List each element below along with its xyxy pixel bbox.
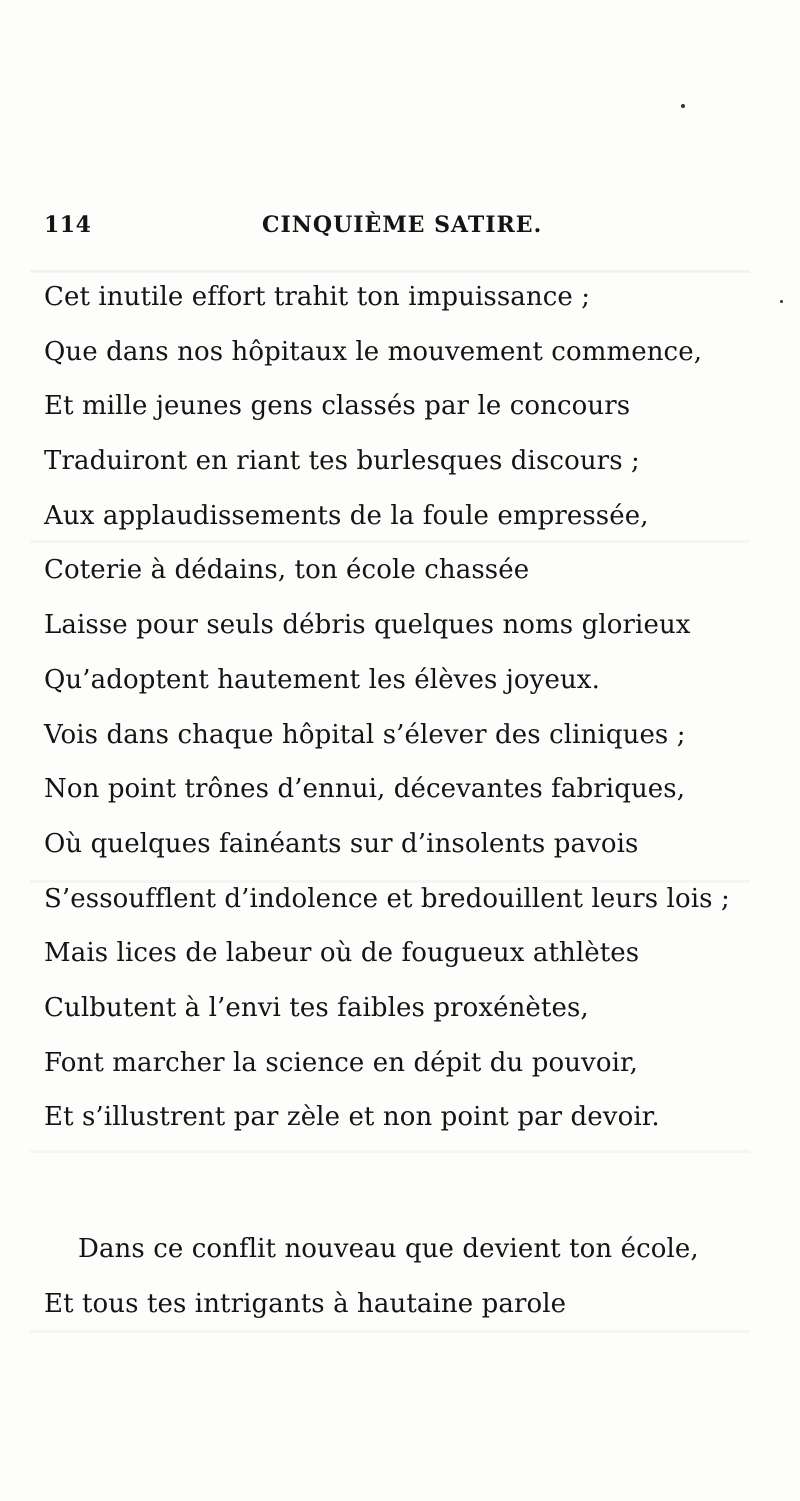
ink-speck <box>681 104 685 108</box>
verse-line: Dans ce conflit nouveau que devient ton école, <box>78 1234 699 1264</box>
verse-line: Et tous tes intrigants à hautaine parole <box>44 1288 567 1319</box>
verse-line: Mais lices de labeur où de fougueux athlètes <box>44 938 640 969</box>
verse-line: Coterie à dédains, ton école chassée <box>44 555 530 586</box>
stanza <box>44 1222 734 1331</box>
verse-line: Où quelques fainéants sur d’insolents pavois <box>44 828 639 859</box>
verse-line: S’essoufflent d’indolence et bredouillent leurs lois ; <box>44 883 730 914</box>
verse-line: Font marcher la science en dépit du pouvoir, <box>44 1047 639 1078</box>
running-title: CINQUIÈME SATIRE. <box>262 212 543 238</box>
running-header <box>44 212 744 246</box>
verse-line: Cet inutile effort trahit ton impuissance ; <box>44 282 591 312</box>
page-number: 114 <box>44 212 92 238</box>
verse-line: Que dans nos hôpitaux le mouvement commence, <box>44 336 703 367</box>
verse-line: Culbutent à l’envi tes faibles proxénètes, <box>44 992 589 1023</box>
verse-line: Vois dans chaque hôpital s’élever des cliniques ; <box>44 719 686 750</box>
verse-line: Aux applaudissements de la foule empressée, <box>44 500 649 531</box>
ink-speck <box>780 300 783 303</box>
verse-line: Traduiront en riant tes burlesques discours ; <box>44 446 640 477</box>
verse-line: Laisse pour seuls débris quelques noms glorieux <box>44 610 691 641</box>
verse-line: Et s’illustrent par zèle et non point par devoir. <box>44 1102 660 1133</box>
stanza <box>44 270 734 1145</box>
verse-line: Non point trônes d’ennui, décevantes fabriques, <box>44 774 686 805</box>
verse-line: Qu’adoptent hautement les élèves joyeux. <box>44 664 600 695</box>
verse-line: Et mille jeunes gens classés par le concours <box>44 391 631 422</box>
